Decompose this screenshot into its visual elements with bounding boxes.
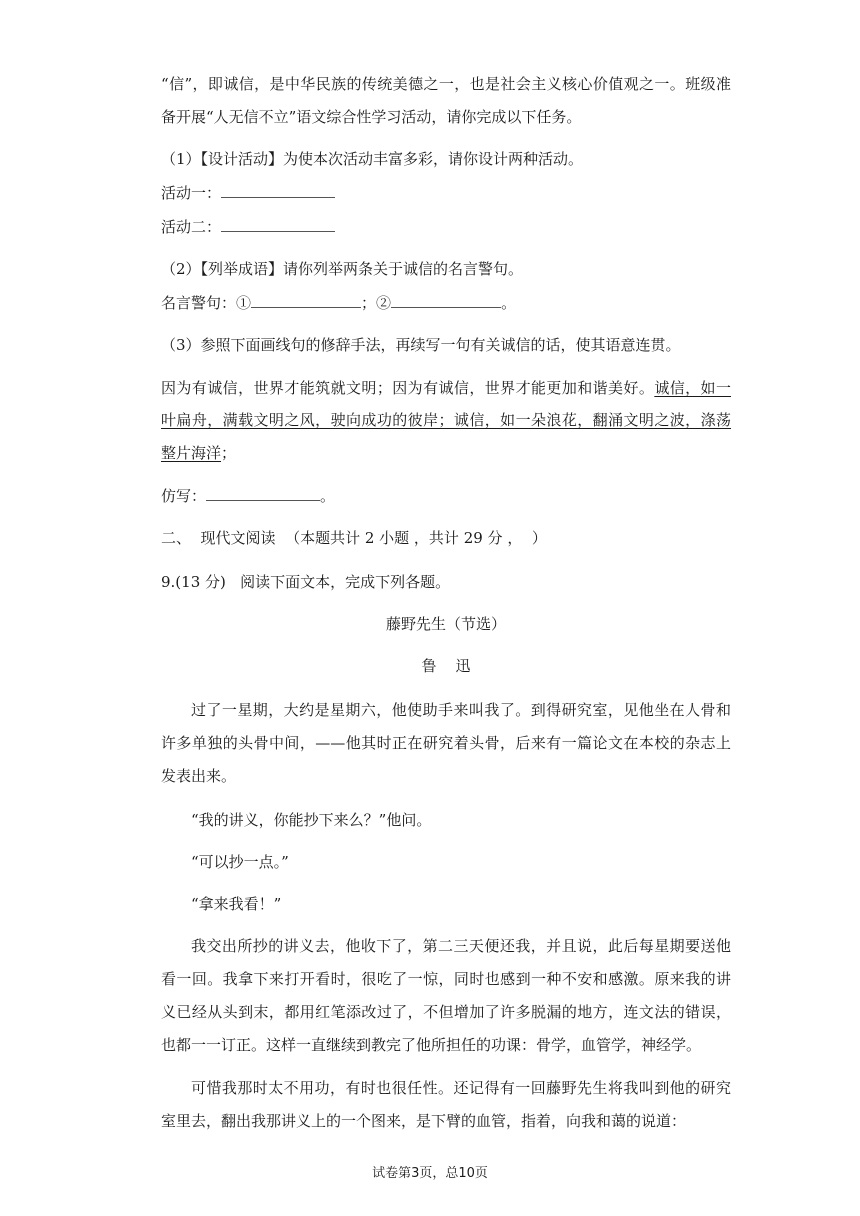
q1-prompt: （1）【设计活动】为使本次活动丰富多彩，请你设计两种活动。	[161, 150, 584, 168]
q3-prompt: （3）参照下面画线句的修辞手法，再续写一句有关诚信的话，使其语意连贯。	[161, 336, 681, 354]
q2-prompt: （2）【列举成语】请你列举两条关于诚信的名言警句。	[161, 260, 524, 278]
activity-2-label: 活动二：	[161, 218, 222, 236]
q1-activity-2	[161, 217, 731, 237]
p2-line-3: 义已经从头到末，都用红笔添改过了，不但增加了许多脱漏的地方，连文法的错误，	[161, 1003, 731, 1021]
q3-passage-line-2: 叶扁舟，满载文明之风，驶向成功的彼岸；诚信，如一朵浪花，翻涌文明之波，涤荡	[161, 411, 731, 429]
activity-1-blank[interactable]	[221, 183, 335, 198]
dialogue-3: “拿来我看！”	[191, 895, 282, 913]
q3-passage-line-1	[161, 378, 731, 398]
q9-prompt: 9.(13 分) 阅读下面文本，完成下列各题。	[161, 573, 451, 591]
activity-2-blank[interactable]	[221, 217, 335, 232]
q3-passage-line-3	[161, 443, 731, 463]
quote-separator: ；	[361, 294, 377, 312]
passage-author: 鲁 迅	[421, 657, 471, 675]
p2-line-2: 看一回。我拿下来打开看时，很吃了一惊，同时也感到一种不安和感激。原来我的讲	[161, 970, 731, 988]
passage-title: 藤野先生（节选）	[385, 615, 506, 633]
quote-end: 。	[501, 294, 517, 312]
p3-line-1: 可惜我那时太不用功，有时也很任性。还记得有一回藤野先生将我叫到他的研究	[191, 1079, 731, 1097]
q3-underlined-end: 整片海洋	[161, 444, 222, 462]
activity-1-label: 活动一：	[161, 184, 222, 202]
imitate-blank[interactable]	[206, 486, 320, 501]
quote-1-blank[interactable]	[251, 293, 361, 308]
quote-label: 名言警句：	[161, 294, 237, 312]
p2-line-4: 也都一一订正。这样一直继续到教完了他所担任的功课：骨学，血管学，神经学。	[161, 1036, 702, 1054]
page-footer: 试卷第3页，总10页	[372, 1166, 488, 1181]
intro-line-1: “信”，即诚信，是中华民族的传统美德之一，也是社会主义核心价值观之一。班级准	[161, 75, 731, 93]
p1-line-3: 发表出来。	[161, 767, 237, 785]
q3-plain-text: 因为有诚信，世界才能筑就文明；因为有诚信，世界才能更加和谐美好。	[161, 379, 655, 397]
q3-underlined-start: 诚信，如一	[654, 379, 731, 397]
p2-line-1: 我交出所抄的讲义去，他收下了，第二三天便还我，并且说，此后每星期要送他	[191, 937, 731, 955]
p1-line-1: 过了一星期，大约是星期六，他使助手来叫我了。到得研究室，见他坐在人骨和	[191, 701, 731, 719]
imitate-label: 仿写：	[161, 487, 207, 505]
dialogue-1: “我的讲义，你能抄下来么？”他问。	[191, 811, 432, 829]
imitate-end: 。	[320, 487, 336, 505]
p3-line-2: 室里去，翻出我那讲义上的一个图来，是下臂的血管，指着，向我和蔼的说道：	[161, 1112, 687, 1130]
dialogue-2: “可以抄一点。”	[191, 853, 289, 871]
q2-answer-line	[161, 293, 731, 313]
q3-line-3-punct: ；	[221, 444, 237, 462]
quote-2-blank[interactable]	[391, 293, 501, 308]
quote-mark-2: ②	[376, 294, 392, 312]
p1-line-2: 许多单独的头骨中间，——他其时正在研究着头骨，后来有一篇论文在本校的杂志上	[161, 734, 731, 752]
intro-line-2: 备开展“人无信不立”语文综合性学习活动，请你完成以下任务。	[161, 108, 582, 126]
quote-mark-1: ①	[236, 294, 252, 312]
q3-imitate-line	[161, 486, 731, 506]
q1-activity-1	[161, 183, 731, 203]
section-2-heading: 二、 现代文阅读 （本题共计 2 小题 ，共计 29 分 ， ）	[161, 529, 547, 547]
